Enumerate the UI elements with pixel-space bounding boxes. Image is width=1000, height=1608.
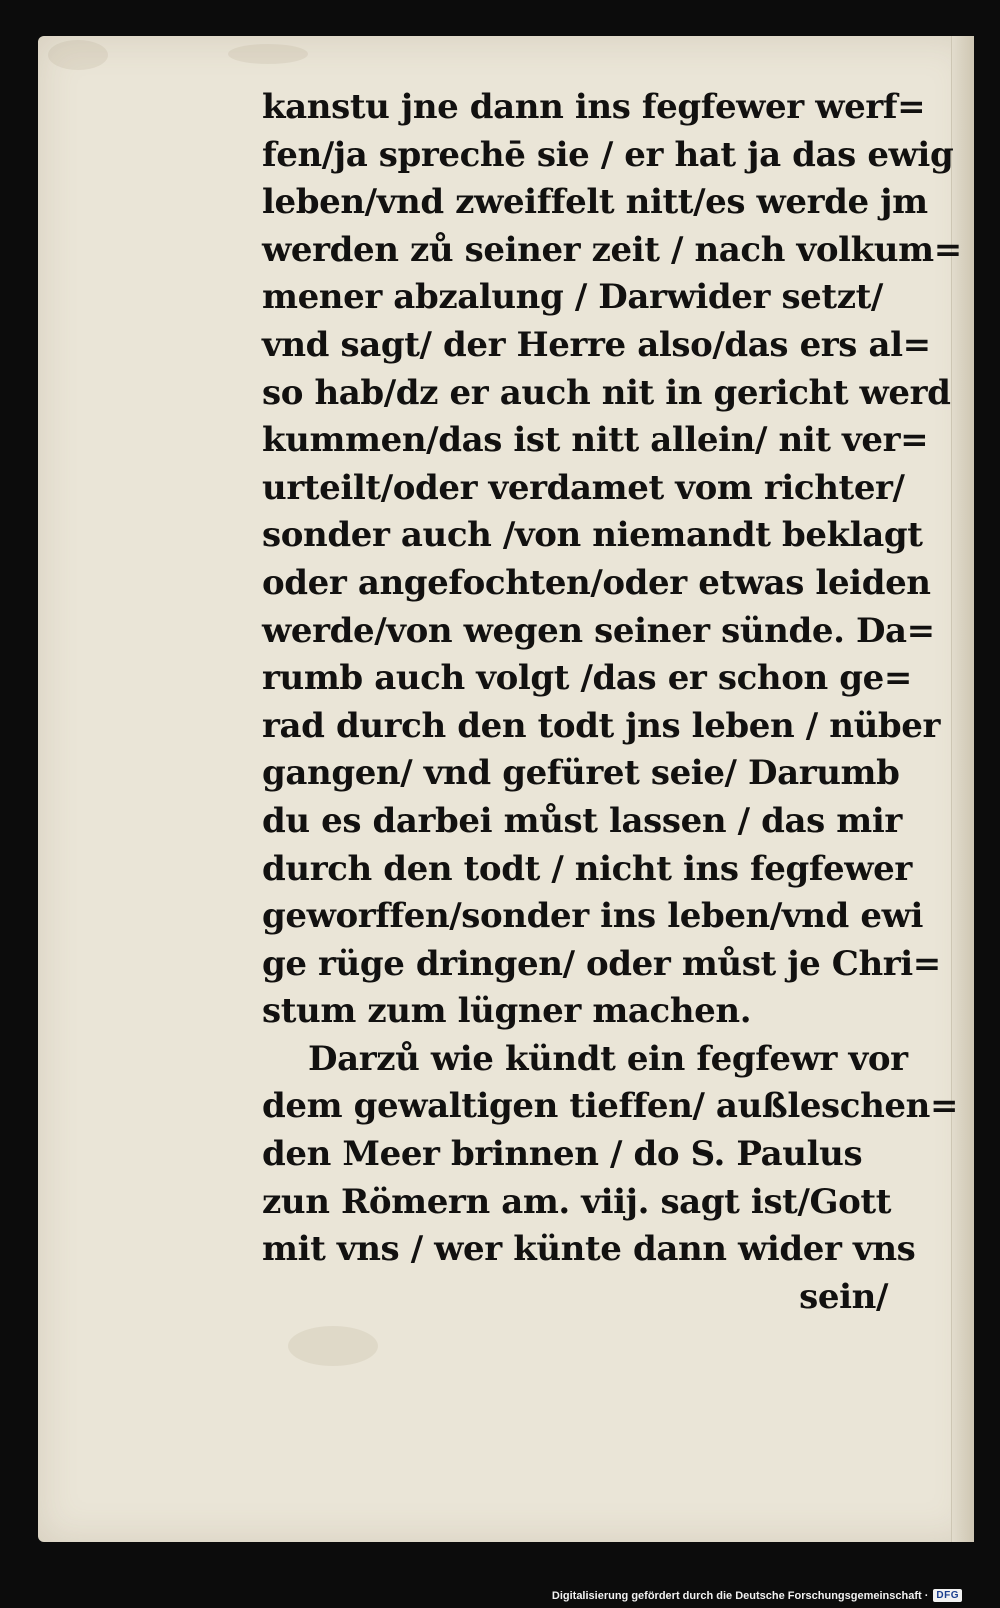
text-line: werde/von wegen seiner sünde. Da=	[262, 610, 935, 651]
text-line: kummen/das ist nitt allein/ nit ver=	[262, 420, 929, 461]
text-line: du es darbei můst lassen / das mir	[262, 800, 902, 841]
text-line: den Meer brinnen / do S. Paulus	[262, 1134, 863, 1175]
text-line: gangen/ vnd gefüret seie/ Darumb	[262, 753, 900, 794]
digitization-credit	[552, 1589, 962, 1602]
text-line: leben/vnd zweiffelt nitt/es werde jm	[262, 182, 928, 223]
paper-stain	[288, 1326, 378, 1366]
text-line: sonder auch /von niemandt beklagt	[262, 515, 923, 556]
text-line: fen/ja sprechē sie / er hat ja das ewig	[262, 134, 954, 175]
text-line: durch den todt / nicht ins fegfewer	[262, 848, 912, 889]
book-page	[38, 36, 974, 1542]
text-line: ge rüge dringen/ oder můst je Chri=	[262, 943, 941, 984]
paper-stain	[228, 44, 308, 64]
text-line: rad durch den todt jns leben / nüber	[262, 705, 941, 746]
credit-text: Digitalisierung gefördert durch die Deutsche Forschungsgemeinschaft ·	[551, 1589, 929, 1602]
text-line: rumb auch volgt /das er schon ge=	[262, 658, 912, 699]
text-line: mener abzalung / Darwider setzt/	[262, 277, 883, 318]
paragraph-start-line: Darzů wie kündt ein fegfewr vor	[308, 1038, 908, 1079]
blackletter-text-block	[262, 84, 962, 1321]
text-line: mit vns / wer künte dann wider vns	[262, 1229, 916, 1270]
text-line: zun Römern am. viij. sagt ist/Gott	[262, 1181, 892, 1222]
text-line: geworffen/sonder ins leben/vnd ewi	[262, 896, 923, 937]
text-line: vnd sagt/ der Herre also/das ers al=	[262, 324, 931, 365]
text-line: stum zum lügner machen.	[262, 991, 752, 1032]
dfg-logo: DFG	[933, 1589, 962, 1602]
text-line: oder angefochten/oder etwas leiden	[262, 562, 931, 603]
text-line: werden zů seiner zeit / nach volkum=	[262, 229, 962, 270]
text-line: urteilt/oder verdamet vom richter/	[262, 467, 905, 508]
text-line: so hab/dz er auch nit in gericht werd	[262, 372, 951, 413]
catchword: sein/	[799, 1276, 888, 1317]
text-line: kanstu jne dann ins fegfewer werf=	[262, 87, 926, 127]
paper-stain	[48, 40, 108, 70]
text-line: dem gewaltigen tieffen/ außleschen=	[262, 1086, 959, 1127]
